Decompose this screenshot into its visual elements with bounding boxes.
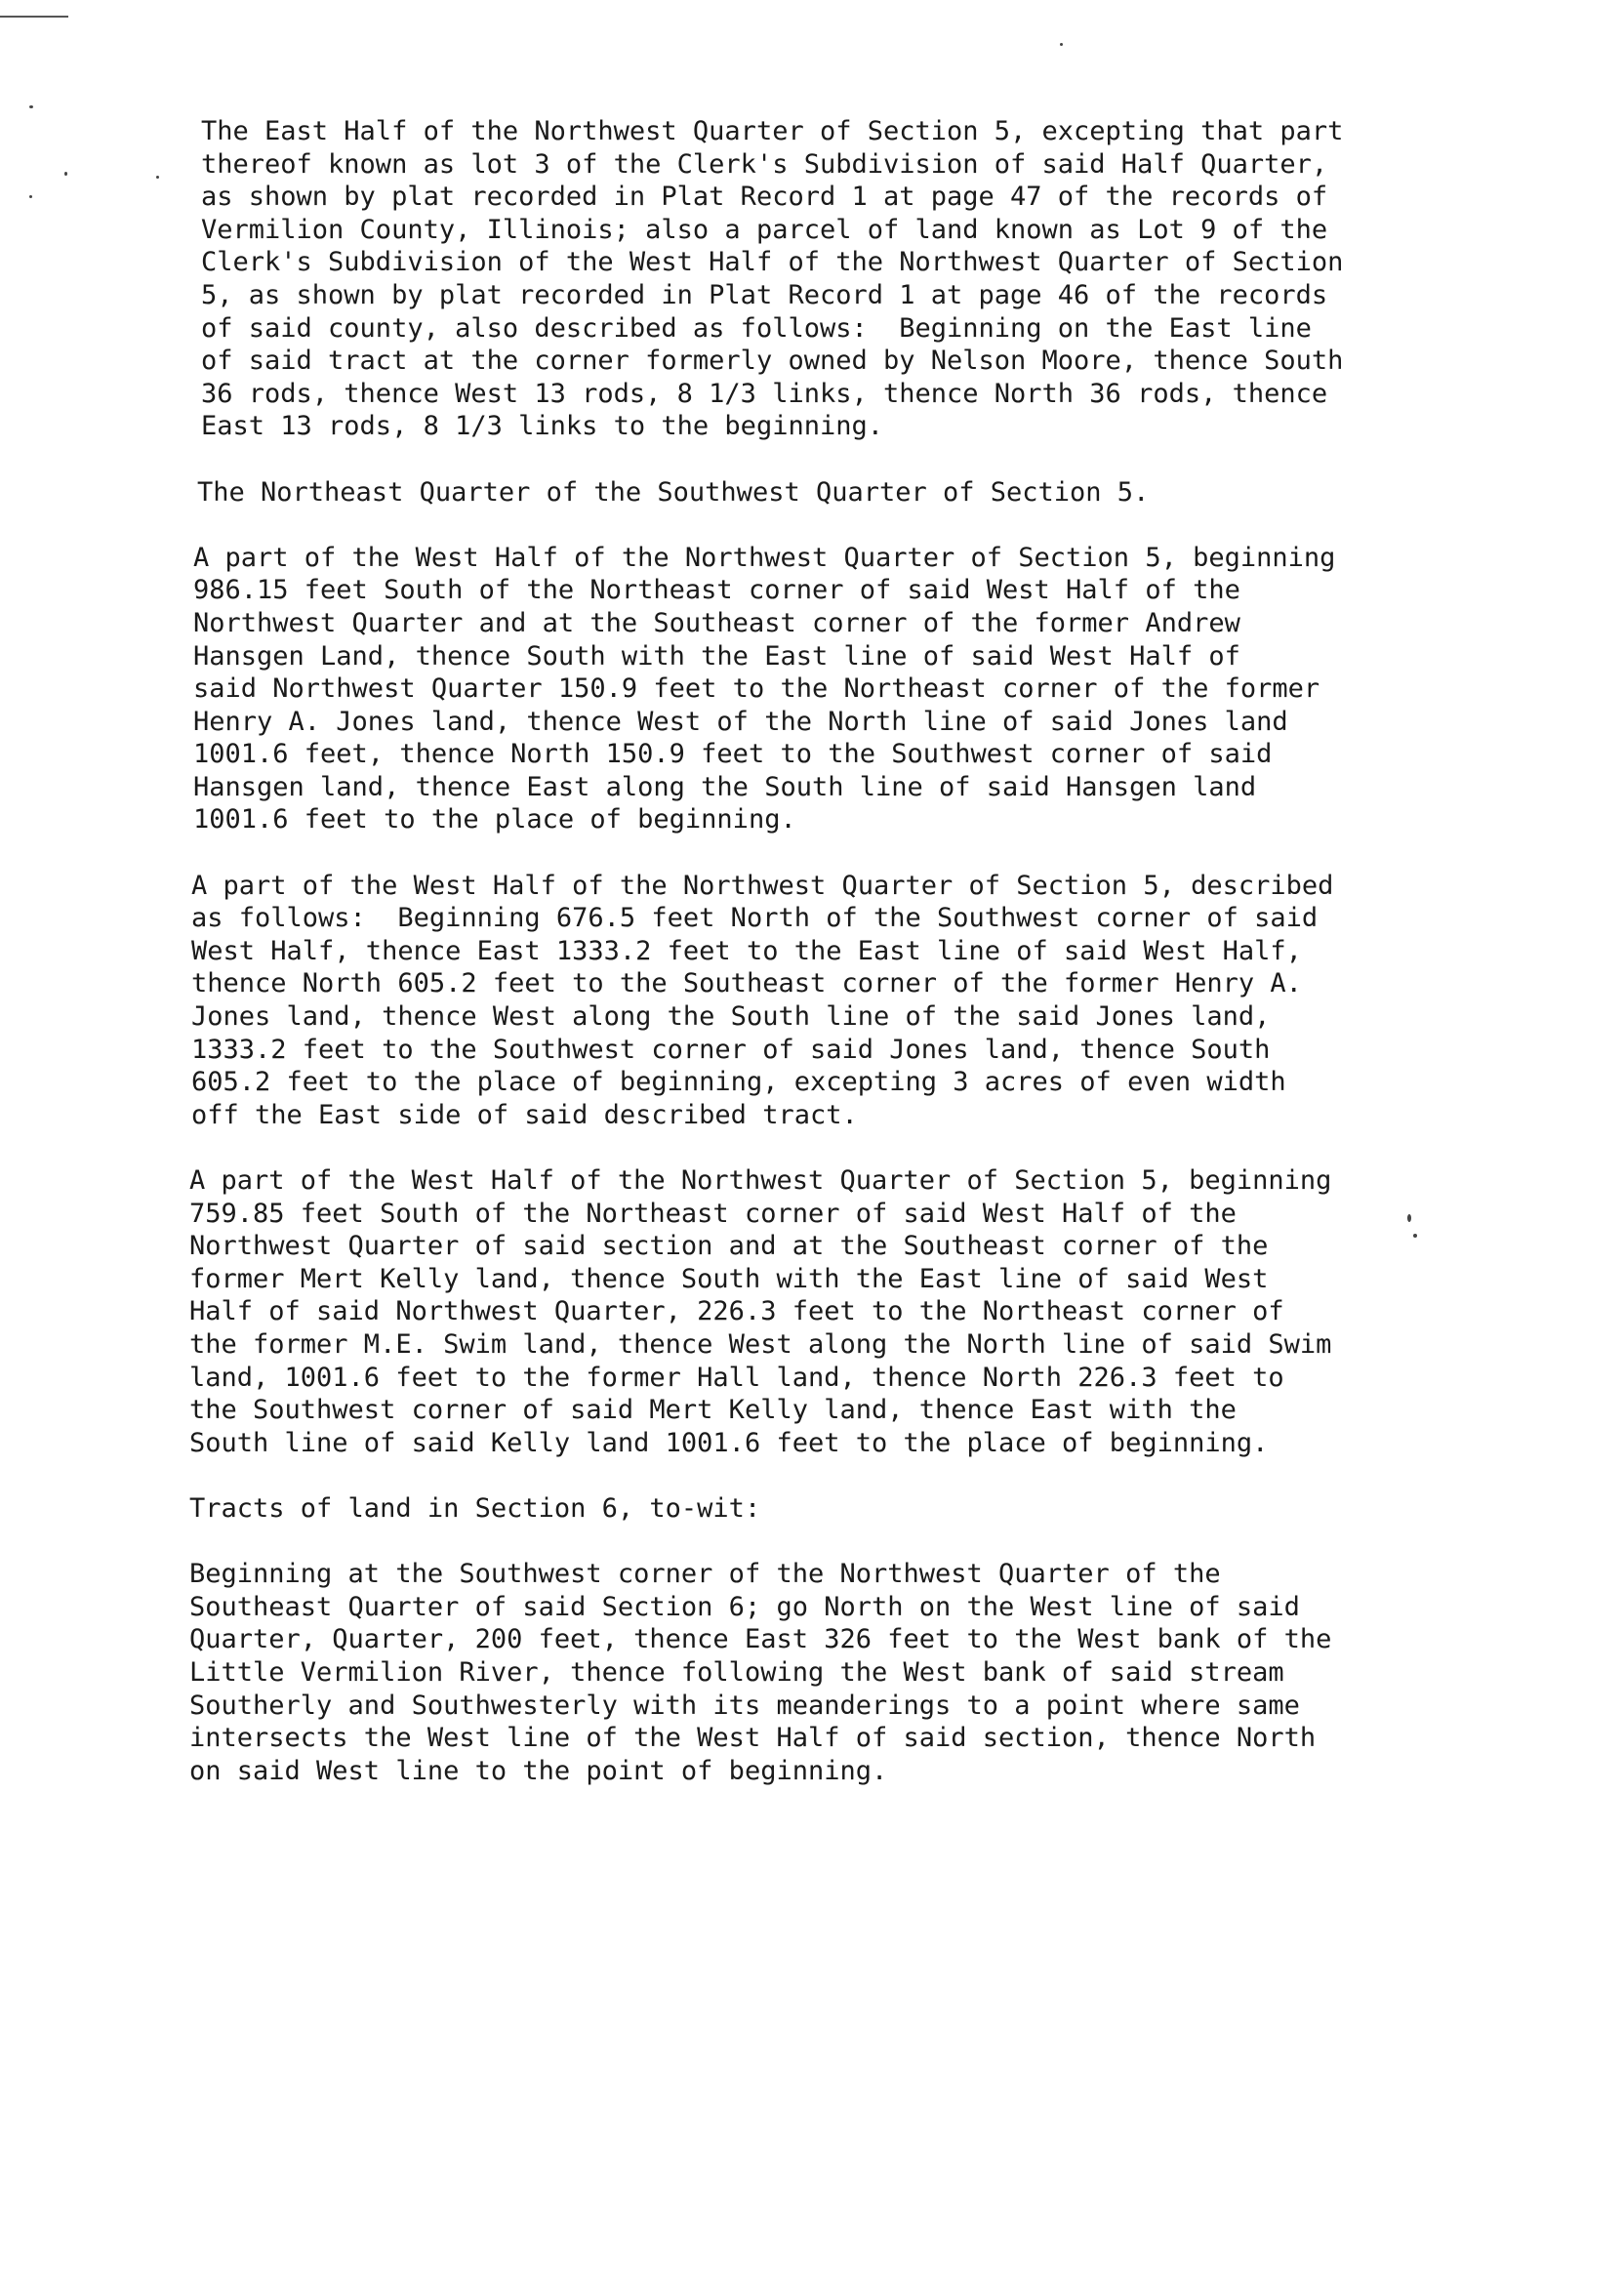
text-line: of said county, also described as follows: Beginning on the East line bbox=[201, 312, 1312, 344]
scan-speck bbox=[29, 195, 32, 198]
text-line: Northwest Quarter of said section and at the Southeast corner of the bbox=[189, 1231, 1269, 1262]
text-line: land, 1001.6 feet to the former Hall land, thence North 226.3 feet to bbox=[189, 1362, 1284, 1393]
text-line: A part of the West Half of the Northwest Quarter of Section 5, described bbox=[191, 870, 1334, 901]
paragraph-little-vermilion-tract bbox=[189, 1558, 1439, 1787]
scan-speck bbox=[64, 172, 67, 176]
paragraph-kelly-tract bbox=[189, 1164, 1439, 1459]
text-line: former Mert Kelly land, thence South with the East line of said West bbox=[189, 1263, 1269, 1294]
text-line: on said West line to the point of beginning. bbox=[189, 1755, 888, 1786]
text-line: East 13 rods, 8 1/3 links to the beginning. bbox=[201, 411, 883, 442]
document-body bbox=[189, 115, 1439, 1820]
text-line: thereof known as lot 3 of the Clerk's Subdivision of said Half Quarter, bbox=[201, 148, 1328, 180]
text-line: Henry A. Jones land, thence West of the North line of said Jones land bbox=[193, 706, 1288, 737]
text-line: as shown by plat recorded in Plat Record 1 at page 47 of the records of bbox=[201, 182, 1328, 213]
text-line: Clerk's Subdivision of the West Half of the Northwest Quarter of Section bbox=[201, 247, 1344, 278]
text-line: said Northwest Quarter 150.9 feet to the Northeast corner of the former bbox=[193, 673, 1320, 705]
text-line: Little Vermilion River, thence following the West bank of said stream bbox=[189, 1656, 1284, 1688]
text-line: Quarter, Quarter, 200 feet, thence East 326 feet to the West bank of the bbox=[189, 1624, 1332, 1655]
text-line: Half of said Northwest Quarter, 226.3 feet to the Northeast corner of bbox=[189, 1296, 1284, 1327]
text-line: 1001.6 feet to the place of beginning. bbox=[193, 804, 796, 835]
text-line: Northwest Quarter and at the Southeast corner of the former Andrew bbox=[193, 607, 1240, 638]
text-line: A part of the West Half of the Northwest Quarter of Section 5, beginning bbox=[189, 1165, 1332, 1196]
text-line: Tracts of land in Section 6, to-wit: bbox=[189, 1492, 761, 1524]
text-line: 759.85 feet South of the Northeast corner of said West Half of the bbox=[189, 1198, 1237, 1229]
paragraph-jones-tract bbox=[191, 870, 1439, 1132]
paragraph-east-half-northwest-quarter bbox=[201, 115, 1439, 443]
paragraph-hansgen-tract bbox=[193, 542, 1439, 836]
text-line: Southeast Quarter of said Section 6; go North on the West line of said bbox=[189, 1591, 1300, 1622]
text-line: Hansgen land, thence East along the South line of said Hansgen land bbox=[193, 771, 1257, 802]
text-line: the Southwest corner of said Mert Kelly land, thence East with the bbox=[189, 1395, 1237, 1426]
text-line: as follows: Beginning 676.5 feet North of the Southwest corner of said bbox=[191, 903, 1319, 934]
text-line: 36 rods, thence West 13 rods, 8 1/3 links, thence North 36 rods, thence bbox=[201, 378, 1328, 409]
text-line: the former M.E. Swim land, thence West along the North line of said Swim bbox=[189, 1328, 1332, 1360]
text-line: Jones land, thence West along the South line of the said Jones land, bbox=[191, 1001, 1271, 1033]
scan-speck bbox=[1060, 43, 1063, 46]
scan-speck bbox=[29, 105, 33, 108]
text-line: of said tract at the corner formerly owned by Nelson Moore, thence South bbox=[201, 346, 1344, 377]
text-line: Southerly and Southwesterly with its meanderings to a point where same bbox=[189, 1690, 1300, 1721]
paragraph-section-6-heading bbox=[189, 1492, 1439, 1526]
scan-speck bbox=[156, 176, 159, 179]
text-line: 605.2 feet to the place of beginning, excepting 3 acres of even width bbox=[191, 1067, 1286, 1098]
text-line: off the East side of said described tract. bbox=[191, 1099, 858, 1130]
text-line: A part of the West Half of the Northwest Quarter of Section 5, beginning bbox=[193, 542, 1336, 573]
text-line: The Northeast Quarter of the Southwest Quarter of Section 5. bbox=[197, 476, 1150, 508]
text-line: intersects the West line of the West Half of said section, thence North bbox=[189, 1723, 1317, 1754]
text-line: West Half, thence East 1333.2 feet to the East line of said West Half, bbox=[191, 935, 1302, 966]
text-line: 986.15 feet South of the Northeast corner of said West Half of the bbox=[193, 575, 1240, 606]
text-line: South line of said Kelly land 1001.6 feet to the place of beginning. bbox=[189, 1427, 1269, 1458]
text-line: thence North 605.2 feet to the Southeast corner of the former Henry A. bbox=[191, 968, 1302, 999]
top-rule bbox=[0, 16, 68, 18]
text-line: Hansgen Land, thence South with the East line of said West Half of bbox=[193, 640, 1240, 672]
text-line: The East Half of the Northwest Quarter of Section 5, excepting that part bbox=[201, 116, 1344, 146]
text-line: 1001.6 feet, thence North 150.9 feet to the Southwest corner of said bbox=[193, 739, 1273, 770]
text-line: Beginning at the Southwest corner of the Northwest Quarter of the bbox=[189, 1559, 1221, 1590]
text-line: 1333.2 feet to the Southwest corner of said Jones land, thence South bbox=[191, 1034, 1271, 1065]
paragraph-northeast-quarter-southwest-quarter bbox=[197, 476, 1439, 509]
text-line: 5, as shown by plat recorded in Plat Record 1 at page 46 of the records bbox=[201, 279, 1328, 310]
text-line: Vermilion County, Illinois; also a parcel of land known as Lot 9 of the bbox=[201, 214, 1328, 245]
